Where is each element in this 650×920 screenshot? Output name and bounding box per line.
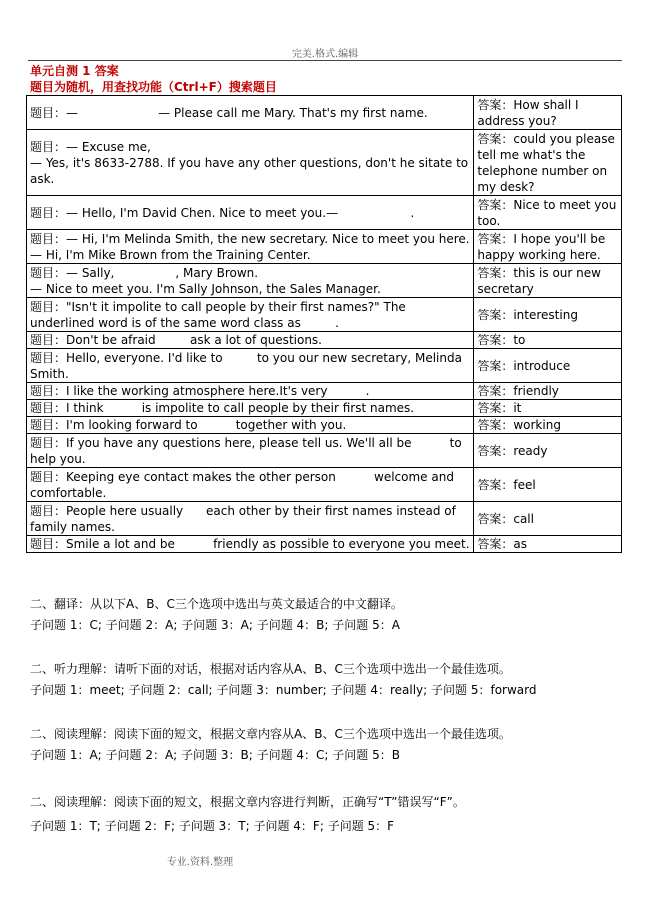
- answer-cell: 答案：friendly: [474, 383, 622, 400]
- answer-cell: 答案：it: [474, 400, 622, 417]
- question-cell: 题目：— Excuse me, — Yes, it's 8633-2788. If you have any other questions, don't he sitate to ask.: [27, 130, 474, 196]
- section-answers-reading-judge: 子问题 1：T; 子问题 2：F; 子问题 3：T; 子问题 4：F; 子问题 5：F: [30, 819, 395, 833]
- answer-cell: 答案：working: [474, 417, 622, 434]
- table-row: [27, 298, 622, 332]
- section-heading-translation: 二、翻译：从以下A、B、C三个选项中选出与英文最适合的中文翻译。: [30, 597, 403, 611]
- answer-cell: 答案：introduce: [474, 349, 622, 383]
- table-row: [27, 130, 622, 196]
- answer-cell: 答案：this is our new secretary: [474, 264, 622, 298]
- section-heading-reading-judge: 二、阅读理解：阅读下面的短文，根据文章内容进行判断，正确写“T”错误写“F”。: [30, 795, 465, 809]
- question-cell: 题目：Keeping eye contact makes the other person welcome and comfortable.: [27, 468, 474, 502]
- answer-cell: 答案：as: [474, 536, 622, 553]
- answer-cell: 答案：feel: [474, 468, 622, 502]
- answer-cell: 答案：How shall I address you?: [474, 96, 622, 130]
- question-cell: 题目：Don't be afraid ask a lot of questions.: [27, 332, 474, 349]
- table-row: [27, 536, 622, 553]
- table-row: [27, 230, 622, 264]
- question-cell: 题目："Isn't it impolite to call people by their first names?" The underlined word is of the same word class as .: [27, 298, 474, 332]
- page-header: 完美.格式.编辑: [291, 49, 359, 60]
- table-row: [27, 502, 622, 536]
- question-cell: 题目：I think is impolite to call people by their first names.: [27, 400, 474, 417]
- table-row: [27, 417, 622, 434]
- table-row: [27, 434, 622, 468]
- question-cell: 题目：— — Please call me Mary. That's my first name.: [27, 96, 474, 130]
- table-row: [27, 332, 622, 349]
- document-subtitle: 题目为随机，用查找功能（Ctrl+F）搜索题目: [30, 80, 277, 94]
- table-row: [27, 96, 622, 130]
- header-divider: [28, 60, 622, 61]
- section-heading-reading-choice: 二、阅读理解：阅读下面的短文，根据文章内容从A、B、C三个选项中选出一个最佳选项。: [30, 727, 511, 741]
- section-heading-listening: 二、听力理解：请听下面的对话，根据对话内容从A、B、C三个选项中选出一个最佳选项。: [30, 662, 511, 676]
- section-answers-reading-choice: 子问题 1：A; 子问题 2：A; 子问题 3：B; 子问题 4：C; 子问题 5：B: [30, 748, 400, 762]
- table-row: [27, 400, 622, 417]
- question-cell: 题目：If you have any questions here, please tell us. We'll all be to help you.: [27, 434, 474, 468]
- answer-cell: 答案：could you please tell me what's the telephone number on my desk?: [474, 130, 622, 196]
- question-cell: 题目：People here usually each other by their first names instead of family names.: [27, 502, 474, 536]
- section-answers-listening: 子问题 1：meet; 子问题 2：call; 子问题 3：number; 子问题 4：really; 子问题 5：forward: [30, 683, 537, 697]
- question-cell: 题目：— Hello, I'm David Chen. Nice to meet you.— .: [27, 196, 474, 230]
- table-row: [27, 468, 622, 502]
- answer-cell: 答案：to: [474, 332, 622, 349]
- page-footer: 专业.资料.整理: [166, 857, 234, 868]
- question-cell: 题目：Smile a lot and be friendly as possible to everyone you meet.: [27, 536, 474, 553]
- question-cell: 题目：I'm looking forward to together with you.: [27, 417, 474, 434]
- answer-cell: 答案：Nice to meet you too.: [474, 196, 622, 230]
- table-row: [27, 383, 622, 400]
- question-cell: 题目：I like the working atmosphere here.It's very .: [27, 383, 474, 400]
- question-cell: 题目：— Sally, , Mary Brown. — Nice to meet you. I'm Sally Johnson, the Sales Manager.: [27, 264, 474, 298]
- table-row: [27, 264, 622, 298]
- qa-table: [26, 95, 622, 553]
- question-cell: 题目：— Hi, I'm Melinda Smith, the new secretary. Nice to meet you here. — Hi, I'm Mike Brown from the Training Center.: [27, 230, 474, 264]
- answer-cell: 答案：interesting: [474, 298, 622, 332]
- answer-cell: 答案：I hope you'll be happy working here.: [474, 230, 622, 264]
- section-answers-translation: 子问题 1：C; 子问题 2：A; 子问题 3：A; 子问题 4：B; 子问题 5：A: [30, 618, 400, 632]
- document-title: 单元自测 1 答案: [30, 64, 119, 78]
- answer-cell: 答案：ready: [474, 434, 622, 468]
- table-row: [27, 196, 622, 230]
- question-cell: 题目：Hello, everyone. I'd like to to you our new secretary, Melinda Smith.: [27, 349, 474, 383]
- answer-cell: 答案：call: [474, 502, 622, 536]
- table-row: [27, 349, 622, 383]
